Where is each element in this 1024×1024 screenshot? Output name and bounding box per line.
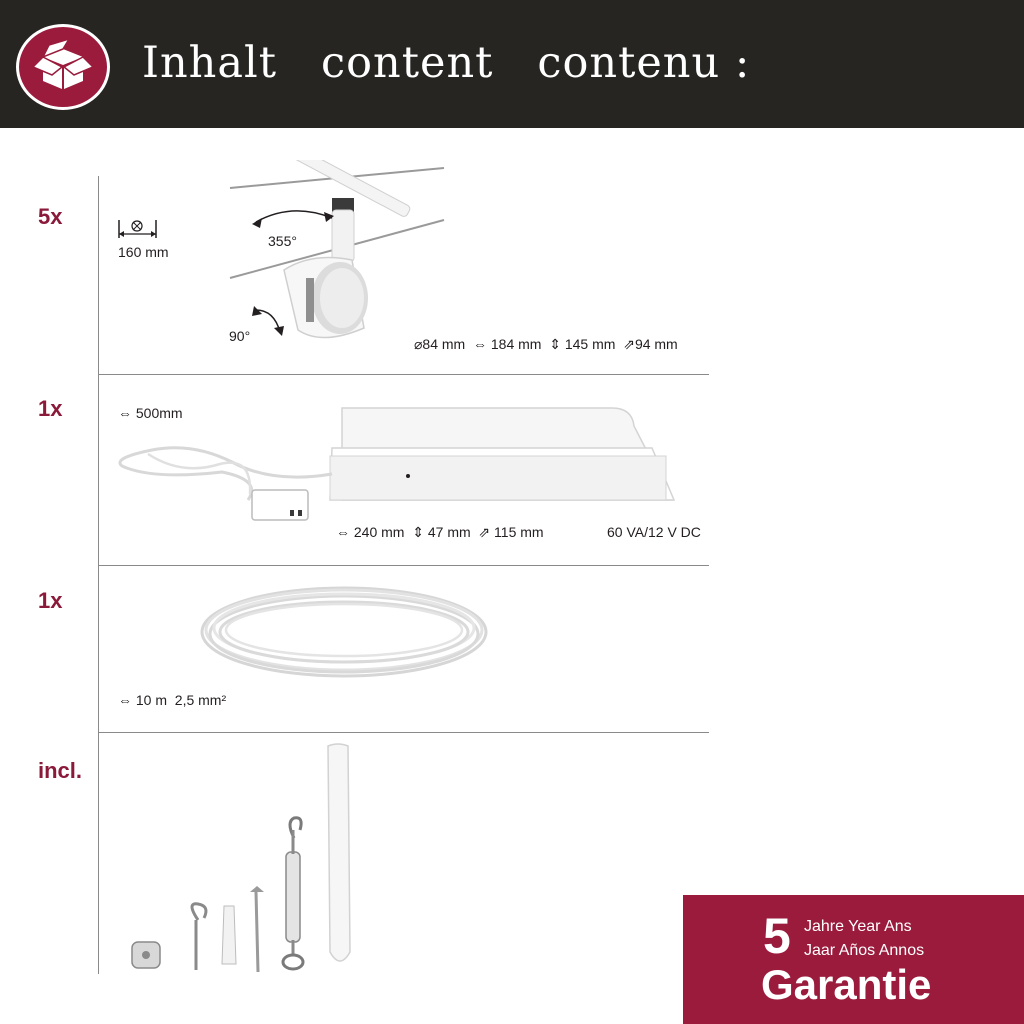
cable-coil-illustration xyxy=(196,580,492,684)
transformer-illustration xyxy=(112,404,702,522)
box-icon xyxy=(19,27,107,107)
column-divider xyxy=(98,176,99,974)
spotlight-illustration xyxy=(222,160,452,350)
spotlight-dimensions: ⌀84 mm ⇔ 184 mm ⇕ 145 mm ⇗94 mm xyxy=(414,336,678,352)
page-title: Inhalt content contenu : xyxy=(142,38,751,88)
box-badge xyxy=(16,24,110,110)
rotation-horizontal: 355° xyxy=(268,233,297,249)
guarantee-line-2: Jaar Años Annos xyxy=(804,942,925,959)
cable-spec: ⇔ 10 m 2,5 mm² xyxy=(118,692,227,708)
guarantee-badge xyxy=(683,895,1024,1024)
transformer-dimensions: ⇔ 240 mm ⇕ 47 mm ⇗ 115 mm xyxy=(336,524,544,540)
spacing-icon xyxy=(116,216,166,242)
guarantee-line-1: Jahre Year Ans xyxy=(804,918,912,935)
guarantee-years: 5 xyxy=(763,908,791,964)
row-divider xyxy=(98,732,709,733)
guarantee-label: Garantie xyxy=(761,961,932,1008)
cable-length: ⇔ 500mm xyxy=(118,405,183,421)
quantity-label: 1x xyxy=(38,396,63,421)
quantity-label: incl. xyxy=(38,758,83,783)
screw xyxy=(256,892,258,972)
accessories-illustration xyxy=(124,742,384,978)
turnbuckle xyxy=(286,852,300,942)
quantity-label: 1x xyxy=(38,588,63,613)
row-divider xyxy=(98,565,709,566)
cable-end-sleeve xyxy=(328,744,350,961)
power-rating: 60 VA/12 V DC xyxy=(607,524,701,540)
quantity-label: 5x xyxy=(38,204,63,229)
row-divider xyxy=(98,374,709,375)
spacing-value: 160 mm xyxy=(118,244,169,260)
rotation-vertical: 90° xyxy=(229,328,251,344)
wall-plug xyxy=(222,906,236,964)
header-bar xyxy=(0,0,1024,128)
